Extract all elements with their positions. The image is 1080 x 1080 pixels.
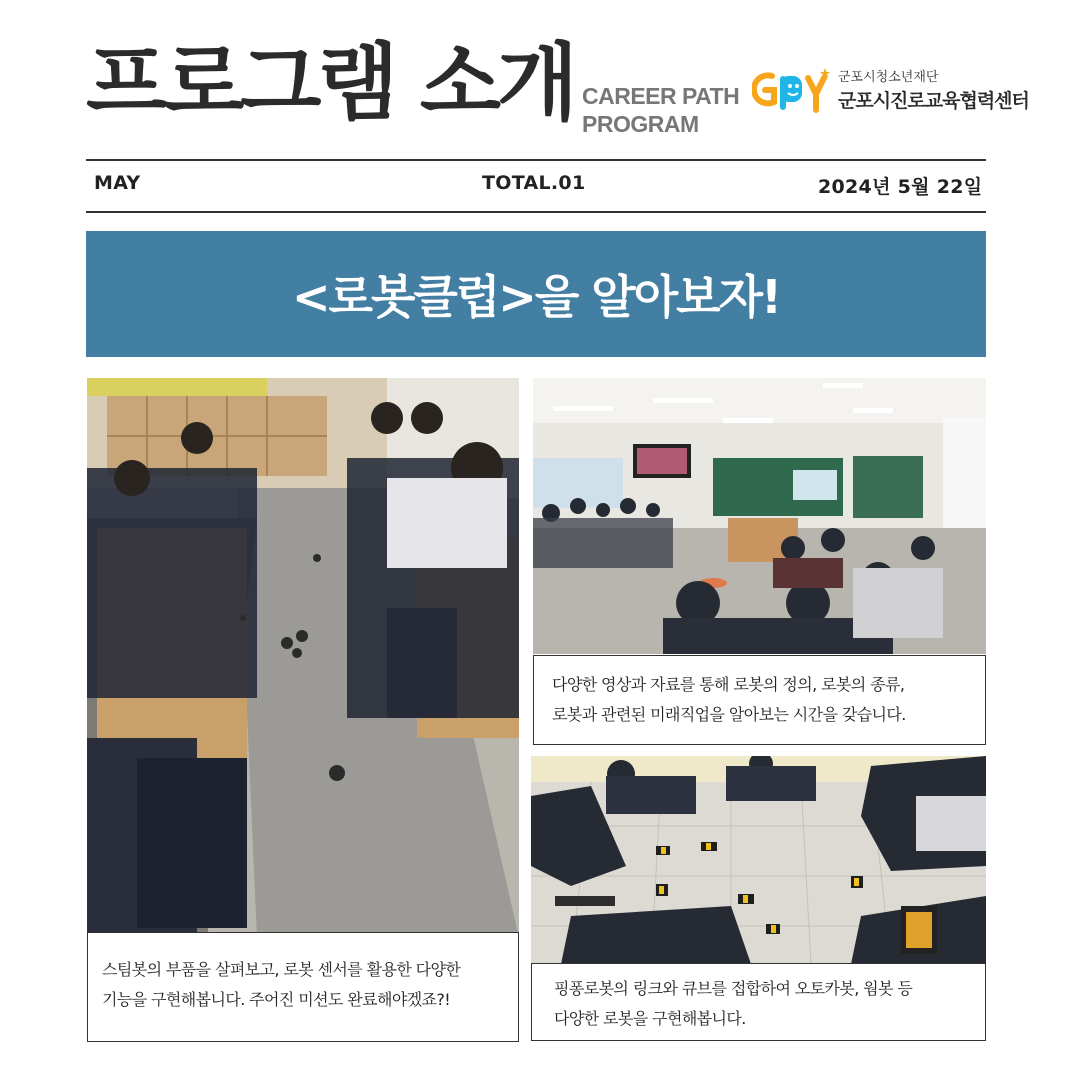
top-rule [86, 159, 986, 161]
logo-center-name: 군포시진로교육협력센터 [838, 90, 1029, 112]
classroom-photo [87, 378, 519, 938]
subtitle-line-1: CAREER PATH [582, 83, 740, 109]
gpy-logo [752, 62, 1062, 118]
robot-activity-photo [531, 756, 986, 964]
page-subtitle [582, 82, 739, 138]
caption-line: 핑퐁로봇의 링크와 큐브를 접합하여 오토카봇, 웜봇 등 [554, 979, 913, 998]
issue-label: TOTAL.01 [482, 172, 586, 194]
lecture-photo [533, 378, 986, 654]
headline-text: <로봇클럽>을 알아보자! [291, 270, 780, 324]
caption-classroom [87, 932, 519, 1042]
date-label: 2024년 5월 22일 [818, 176, 983, 198]
page-title: 프로그램 소개 [86, 34, 575, 132]
caption-line: 기능을 구현해봅니다. 주어진 미션도 완료해야겠죠?! [102, 990, 451, 1009]
subtitle-line-2: PROGRAM [582, 111, 699, 137]
caption-line: 다양한 영상과 자료를 통해 로봇의 정의, 로봇의 종류, [552, 675, 905, 694]
caption-lecture [533, 655, 986, 745]
caption-line: 다양한 로봇을 구현해봅니다. [554, 1009, 746, 1028]
headline-banner [86, 231, 986, 357]
logo-org-name: 군포시청소년재단 [838, 70, 939, 85]
month-label: MAY [94, 172, 141, 194]
bottom-rule [86, 211, 986, 213]
gpy-logo-icon [752, 68, 832, 114]
caption-robot-activity [531, 963, 986, 1041]
caption-line: 스팀봇의 부품을 살펴보고, 로봇 센서를 활용한 다양한 [102, 960, 461, 979]
caption-line: 로봇과 관련된 미래직업을 알아보는 시간을 갖습니다. [552, 705, 906, 724]
